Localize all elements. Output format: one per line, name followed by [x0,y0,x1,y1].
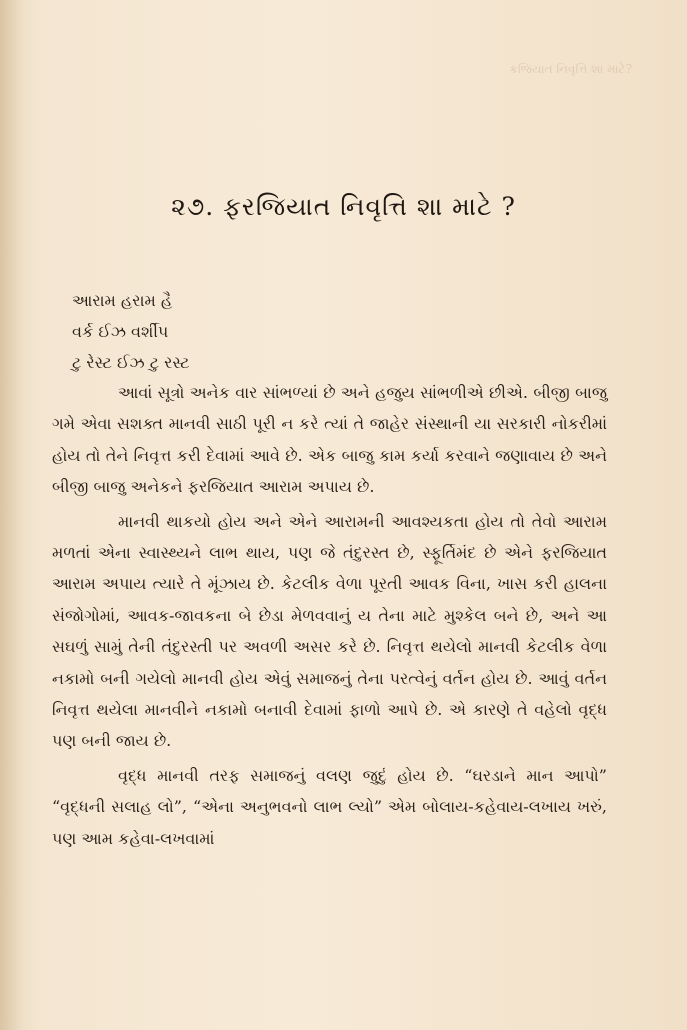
paragraph: વૃદ્ધ માનવી તરફ સમાજનું વલણ જુદું હોય છે. “ઘરડાને માન આપો” “વૃદ્ધની સલાહ લો”, “એના અનુભવનો લાભ લ્યો” એમ બોલાય-કહેવાય-લખાય ખરું, પણ આમ કહેવા-લખવામાં [52,765,607,848]
motto-list [72,285,190,378]
motto-line: ટુ રેસ્ટ ઈઝ ટુ રસ્ટ [72,353,190,372]
motto-line: વર્ક ઈઝ વર્શીપ [72,322,169,341]
chapter-title: ૨૭. ફરજિયાત નિવૃત્તિ શા માટે ? [171,192,516,221]
bleed-through-text: ક્રજિયાત નિવૃત્તિ શા માટે? [509,62,632,76]
page-gutter [0,0,22,1030]
paragraph: માનવી થાકયો હોય અને એને આરામની આવશ્યકતા હોય તો તેવો આરામ મળતાં એના સ્વાસ્થ્યને લાભ થાય, પણ જે તંદુરસ્ત છે, સ્ફૂર્તિમંદ છે એને ફરજિયાત આરામ અપાય ત્યારે તે મૂંઝાય છે. કેટલીક વેળા પૂરતી આવક વિના, ખાસ કરી હાલના સંજોગોમાં, આવક-જાવકના બે છેડા મેળવવાનું ય તેના માટે મુશ્કેલ બને છે, અને આ સઘળું સામું તેની તંદુરસ્તી પર અવળી અસર કરે છે. નિવૃત્ત થયેલો માનવી કેટલીક વેળા નકામો બની ગયેલો માનવી હોય એવું સમાજનું તેના પરત્વેનું વર્તન હોય છે. આવું વર્તન નિવૃત્ત થયેલા માનવીને નકામો બનાવી દેવામાં ફાળો આપે છે. એ કારણે તે વહેલો વૃદ્ધ પણ બની જાય છે. [52,511,607,751]
motto-line: આરામ હરામ હૈ [72,291,173,310]
body-text [52,377,607,854]
paragraph: આવાં સૂત્રો અનેક વાર સાંભળ્યાં છે અને હજુય સાંભળીએ છીએ. બીજી બાજુ ગમે એવા સશક્ત માનવી સાઠી પૂરી ન કરે ત્યાં તે જાહેર સંસ્થાની યા સરકારી નોકરીમાં હોય તો તેને નિવૃત્ત કરી દેવામાં આવે છે. એક બાજુ કામ કર્યા કરવાને જણાવાય છે અને બીજી બાજુ અનેકને ફરજિયાત આરામ અપાય છે. [52,383,607,497]
